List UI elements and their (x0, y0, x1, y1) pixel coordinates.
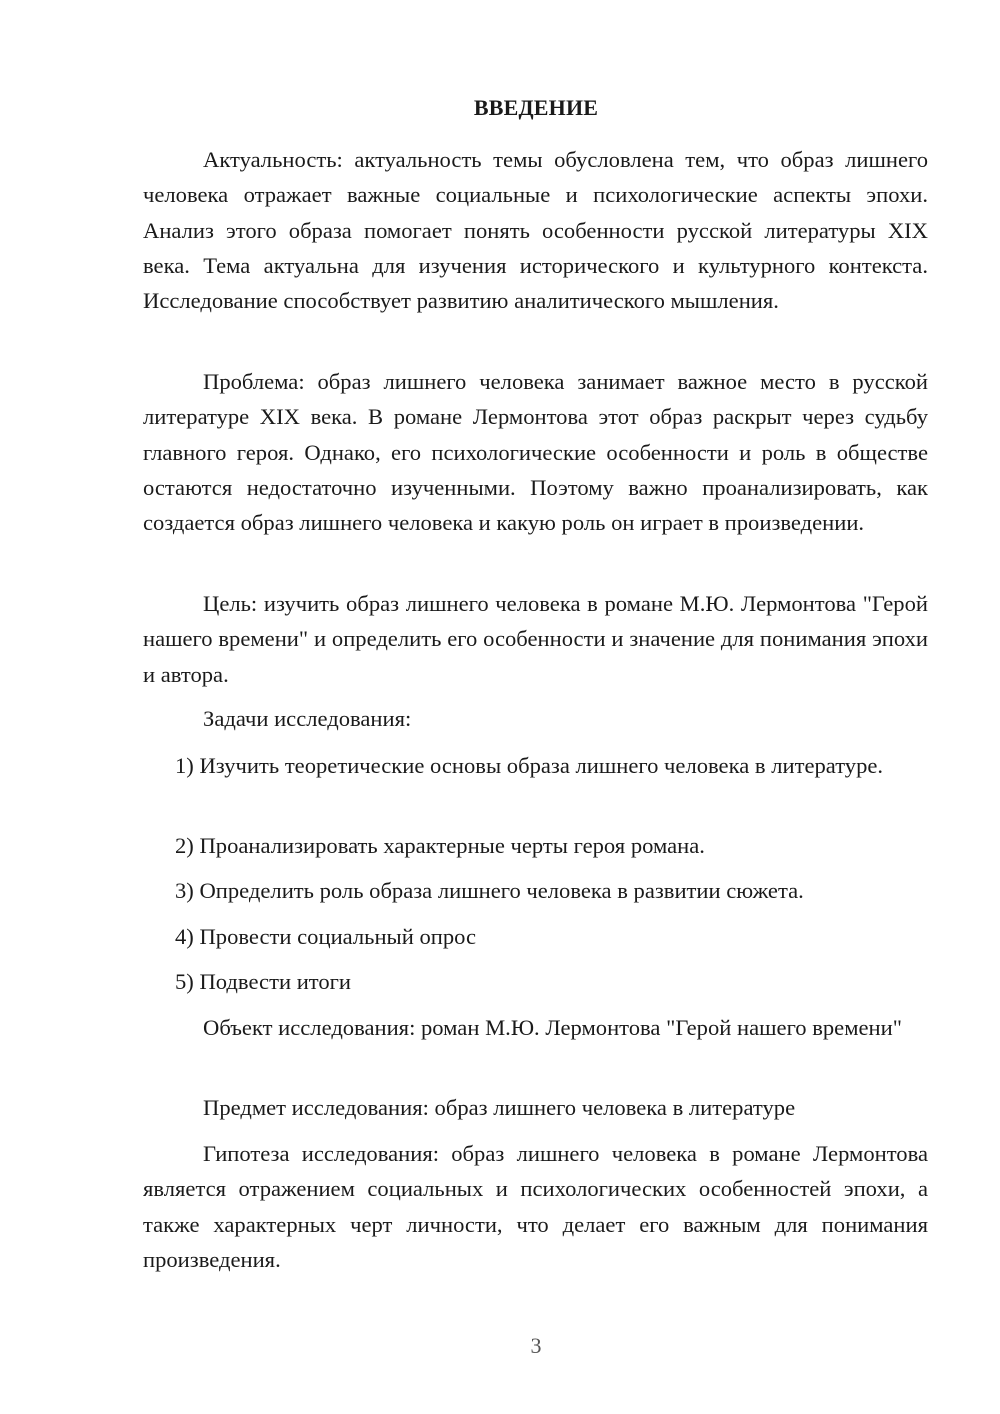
task-item-5: 5) Подвести итоги (175, 969, 352, 994)
problem-paragraph: Проблема: образ лишнего человека занимает важное место в русской литературе XIX века. В романе Лермонтова этот образ раскрыт через судьбу главного героя. Однако, его психологические особенности и роль в обществе остаются недостаточно изученными. Поэтому важно проанализировать, как создается образ лишнего человека и какую роль он играет в произведении. (143, 369, 928, 536)
tasks-title: Задачи исследования: (203, 706, 412, 731)
object-paragraph: Объект исследования: роман М.Ю. Лермонтова "Герой нашего времени" (203, 1015, 902, 1040)
task-item-3: 3) Определить роль образа лишнего человека в развитии сюжета. (175, 878, 804, 903)
task-item-4: 4) Провести социальный опрос (175, 924, 477, 949)
relevance-paragraph: Актуальность: актуальность темы обусловлена тем, что образ лишнего человека отражает важные социальные и психологические аспекты эпохи. Анализ этого образа помогает понять особенности русской литературы XIX века. Тема актуальна для изучения исторического и культурного контекста. Исследование способствует развитию аналитического мышления. (143, 147, 928, 314)
goal-paragraph: Цель: изучить образ лишнего человека в романе М.Ю. Лермонтова "Герой нашего времени" и определить его особенности и значение для понимания эпохи и автора. (143, 591, 928, 687)
page-number: 3 (530, 1333, 542, 1358)
section-heading: ВВЕДЕНИЕ (473, 95, 599, 120)
hypothesis-paragraph: Гипотеза исследования: образ лишнего человека в романе Лермонтова является отражением социальных и психологических особенностей эпохи, а также характерных черт личности, что делает его важным для понимания произведения. (143, 1141, 928, 1272)
subject-paragraph: Предмет исследования: образ лишнего человека в литературе (203, 1095, 796, 1120)
task-item-1: 1) Изучить теоретические основы образа лишнего человека в литературе. (175, 753, 884, 778)
task-item-2: 2) Проанализировать характерные черты героя романа. (175, 833, 705, 858)
